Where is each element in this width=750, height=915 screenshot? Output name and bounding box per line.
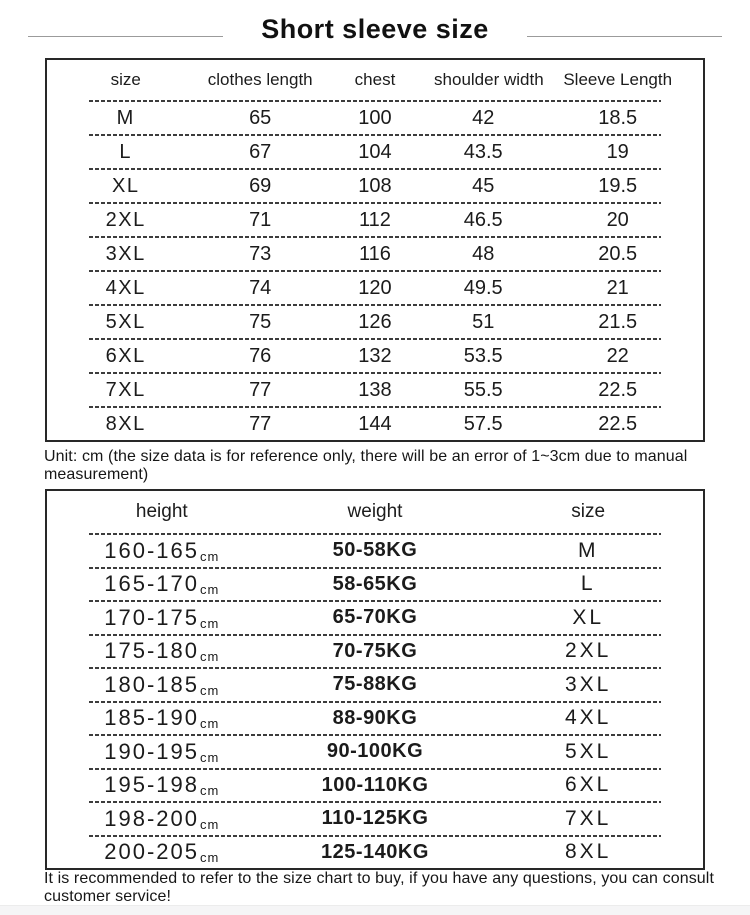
chest-cell: 108 [358,174,392,197]
height-unit-label: cm [200,615,220,631]
chest-cell: 116 [359,242,391,265]
size-cell: 2XL [565,639,612,663]
height-unit-label: cm [200,649,220,665]
sleeve-length-cell: 22.5 [598,378,638,401]
clothes-length-cell: 65 [249,106,272,129]
fit-table-row [47,803,703,835]
height-unit-label: cm [200,716,220,732]
height-cell [47,839,277,865]
size-cell: 5XL [565,739,612,763]
weight-cell: 88-90KG [332,706,418,729]
sleeve-length-cell: 20 [606,208,629,231]
weight-column-header: weight [347,501,403,522]
height-range-value: 195-198 [104,772,199,798]
size-cell: 8XL [565,840,612,864]
size-table-row [47,102,703,134]
height-unit-label: cm [200,816,220,832]
clothes-length-cell: 75 [249,310,272,333]
shoulder-width-cell: 51 [472,310,495,333]
size-table-row [47,204,703,236]
weight-cell: 125-140KG [321,840,429,863]
height-cell [47,705,277,731]
chest-cell: 112 [359,208,391,231]
shoulder-width-cell: 45 [472,174,495,197]
size-table-row [47,136,703,168]
size-cell: L [580,572,596,596]
chest-column-header: chest [354,70,396,89]
sleeve-length-cell: 20.5 [598,242,638,265]
height-range-value: 165-170 [104,571,199,597]
chest-cell: 144 [358,412,392,435]
size-cell: 2XL [105,208,146,231]
shoulder-width-cell: 55.5 [463,378,503,401]
height-cell [47,605,277,631]
page-title: Short sleeve size [261,13,489,44]
weight-cell: 58-65KG [332,572,418,595]
sleeve-length-cell: 19.5 [598,174,638,197]
size-cell: M [116,106,135,129]
size-cell: 8XL [105,412,146,435]
shoulder-width-cell: 53.5 [463,344,503,367]
weight-cell: 100-110KG [321,773,429,796]
fit-table-body [47,533,703,868]
size-cell: 3XL [105,242,146,265]
height-cell [47,772,277,798]
clothes-length-cell: 73 [249,242,272,265]
size-cell: 7XL [565,806,612,830]
clothes-length-cell: 76 [249,344,272,367]
shoulder-width-cell: 46.5 [463,208,503,231]
recommendation-note: It is recommended to refer to the size chart to buy, if you have any questions, you can consult customer service! [44,869,714,905]
clothes-length-cell: 74 [249,276,272,299]
sleeve-length-cell: 19 [606,140,629,163]
height-column-header: height [135,501,188,522]
height-range-value: 180-185 [104,671,199,697]
fit-table-row [47,602,703,634]
size-cell: XL [111,174,140,197]
fit-table-row [47,669,703,701]
size-table-row [47,272,703,304]
size-cell: 6XL [105,344,146,367]
chest-cell: 132 [358,344,392,367]
clothes-length-cell: 67 [249,140,272,163]
chest-cell: 126 [358,310,392,333]
height-range-value: 170-175 [104,604,199,630]
shoulder-width-cell: 57.5 [463,412,503,435]
fit-table-header-row [47,491,703,533]
shoulder-width-cell: 43.5 [463,140,503,163]
short-sleeve-size-table [45,58,705,442]
shoulder-width-cell: 49.5 [463,276,503,299]
clothes-length-cell: 71 [249,208,272,231]
height-unit-label: cm [200,783,220,799]
size-cell: 4XL [105,276,146,299]
title-left-line [28,36,223,37]
sleeve-length-cell: 18.5 [598,106,638,129]
sleeve-length-cell: 22 [606,344,629,367]
weight-cell: 75-88KG [332,673,418,696]
fit-table-row [47,636,703,668]
shoulder-width-column-header: shoulder width [434,70,544,89]
size-column-header: size [571,501,606,522]
unit-note: Unit: cm (the size data is for reference only, there will be an error of 1~3cm due to manual measurement) [44,447,688,483]
size-cell: 7XL [105,378,146,401]
chest-cell: 100 [358,106,392,129]
size-table-header-row [47,60,703,100]
height-range-value: 190-195 [104,738,199,764]
height-cell [47,672,277,698]
clothes-length-column-header: clothes length [207,70,313,89]
fit-table-row [47,770,703,802]
height-cell [47,571,277,597]
height-unit-label: cm [200,548,220,564]
size-table-row [47,408,703,440]
fit-table-row [47,736,703,768]
size-cell: 4XL [565,706,612,730]
height-unit-label: cm [200,682,220,698]
height-unit-label: cm [200,850,220,866]
weight-cell: 65-70KG [332,606,418,629]
height-range-value: 198-200 [104,805,199,831]
size-cell: M [577,538,599,562]
bottom-strip [0,905,750,915]
fit-table-row [47,837,703,869]
size-table-row [47,170,703,202]
height-cell [47,638,277,664]
size-cell: 6XL [565,773,612,797]
height-range-value: 200-205 [104,839,199,865]
size-cell: XL [572,605,605,629]
fit-table-row [47,535,703,567]
chest-cell: 120 [358,276,392,299]
height-range-value: 160-165 [104,537,199,563]
fit-table-row [47,569,703,601]
shoulder-width-cell: 42 [472,106,495,129]
sleeve-length-column-header: Sleeve Length [563,70,673,89]
size-cell: 3XL [565,672,612,696]
weight-cell: 50-58KG [332,539,418,562]
height-unit-label: cm [200,582,220,598]
chest-cell: 138 [358,378,392,401]
size-cell: L [119,140,133,163]
size-table-row [47,238,703,270]
clothes-length-cell: 77 [249,378,272,401]
size-column-header: size [110,70,141,89]
size-table-row [47,374,703,406]
clothes-length-cell: 77 [249,412,272,435]
size-table-row [47,340,703,372]
weight-cell: 110-125KG [321,807,429,830]
size-table-body [47,100,703,440]
height-weight-size-table [45,489,705,870]
shoulder-width-cell: 48 [472,242,495,265]
title-right-line [527,36,722,37]
sleeve-length-cell: 21 [606,276,629,299]
sleeve-length-cell: 21.5 [598,310,638,333]
sleeve-length-cell: 22.5 [598,412,638,435]
size-cell: 5XL [105,310,146,333]
weight-cell: 90-100KG [326,740,424,763]
page-title-row [0,0,750,58]
clothes-length-cell: 69 [249,174,272,197]
height-cell [47,739,277,765]
chest-cell: 104 [358,140,392,163]
height-range-value: 185-190 [104,705,199,731]
fit-table-row [47,703,703,735]
height-range-value: 175-180 [104,638,199,664]
height-unit-label: cm [200,749,220,765]
height-cell [47,806,277,832]
height-cell [47,538,277,564]
weight-cell: 70-75KG [332,639,418,662]
size-table-row [47,306,703,338]
